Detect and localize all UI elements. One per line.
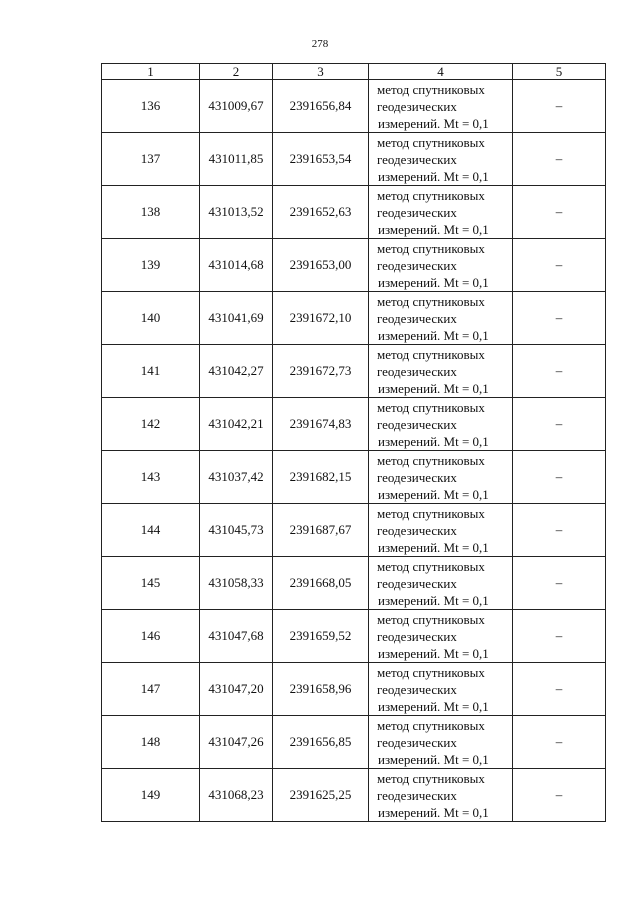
point-number-cell: 143: [102, 451, 200, 504]
method-line: метод спутниковых: [377, 81, 485, 97]
x-coordinate-cell: 431047,26: [200, 716, 273, 769]
method-line: геодезических: [377, 310, 457, 326]
column-5-cell: –: [513, 716, 606, 769]
x-coordinate-cell: 431037,42: [200, 451, 273, 504]
method-line: измерений. Mt = 0,1: [378, 221, 489, 237]
table-row: [102, 610, 606, 663]
method-cell: [369, 345, 513, 398]
method-line: метод спутниковых: [377, 611, 485, 627]
table-row: [102, 80, 606, 133]
table-row: [102, 239, 606, 292]
y-coordinate-cell: 2391672,73: [273, 345, 369, 398]
method-line: метод спутниковых: [377, 187, 485, 203]
method-line: метод спутниковых: [377, 240, 485, 256]
table-row: [102, 133, 606, 186]
header-cell-3: 3: [273, 64, 369, 80]
method-line: метод спутниковых: [377, 452, 485, 468]
y-coordinate-cell: 2391682,15: [273, 451, 369, 504]
method-line: метод спутниковых: [377, 558, 485, 574]
column-5-cell: –: [513, 292, 606, 345]
method-line: метод спутниковых: [377, 770, 485, 786]
method-line: измерений. Mt = 0,1: [378, 486, 489, 502]
method-cell: [369, 504, 513, 557]
x-coordinate-cell: 431041,69: [200, 292, 273, 345]
point-number-cell: 147: [102, 663, 200, 716]
method-line: метод спутниковых: [377, 293, 485, 309]
method-cell: [369, 451, 513, 504]
table-row: [102, 504, 606, 557]
x-coordinate-cell: 431014,68: [200, 239, 273, 292]
method-line: измерений. Mt = 0,1: [378, 433, 489, 449]
method-line: метод спутниковых: [377, 399, 485, 415]
x-coordinate-cell: 431009,67: [200, 80, 273, 133]
method-line: измерений. Mt = 0,1: [378, 380, 489, 396]
method-cell: [369, 769, 513, 822]
method-line: измерений. Mt = 0,1: [378, 645, 489, 661]
x-coordinate-cell: 431042,21: [200, 398, 273, 451]
column-5-cell: –: [513, 186, 606, 239]
method-line: метод спутниковых: [377, 505, 485, 521]
method-line: измерений. Mt = 0,1: [378, 327, 489, 343]
method-cell: [369, 610, 513, 663]
point-number-cell: 138: [102, 186, 200, 239]
table-body: [102, 64, 606, 822]
point-number-cell: 141: [102, 345, 200, 398]
y-coordinate-cell: 2391652,63: [273, 186, 369, 239]
y-coordinate-cell: 2391656,84: [273, 80, 369, 133]
method-line: геодезических: [377, 151, 457, 167]
method-cell: [369, 186, 513, 239]
header-cell-5: 5: [513, 64, 606, 80]
table-row: [102, 769, 606, 822]
table-row: [102, 292, 606, 345]
table-row: [102, 398, 606, 451]
point-number-cell: 136: [102, 80, 200, 133]
coordinates-table: [101, 63, 606, 822]
column-5-cell: –: [513, 398, 606, 451]
method-line: измерений. Mt = 0,1: [378, 751, 489, 767]
method-line: геодезических: [377, 734, 457, 750]
method-line: измерений. Mt = 0,1: [378, 804, 489, 820]
method-line: геодезических: [377, 257, 457, 273]
x-coordinate-cell: 431068,23: [200, 769, 273, 822]
point-number-cell: 148: [102, 716, 200, 769]
table-row: [102, 716, 606, 769]
method-line: метод спутниковых: [377, 664, 485, 680]
y-coordinate-cell: 2391672,10: [273, 292, 369, 345]
method-line: геодезических: [377, 522, 457, 538]
method-line: измерений. Mt = 0,1: [378, 168, 489, 184]
method-line: измерений. Mt = 0,1: [378, 274, 489, 290]
page-number: 278: [311, 38, 329, 50]
method-line: геодезических: [377, 363, 457, 379]
point-number-cell: 142: [102, 398, 200, 451]
x-coordinate-cell: 431042,27: [200, 345, 273, 398]
header-cell-4: 4: [369, 64, 513, 80]
x-coordinate-cell: 431011,85: [200, 133, 273, 186]
column-5-cell: –: [513, 133, 606, 186]
table-row: [102, 663, 606, 716]
y-coordinate-cell: 2391674,83: [273, 398, 369, 451]
table-row: [102, 451, 606, 504]
table-row: [102, 345, 606, 398]
column-5-cell: –: [513, 345, 606, 398]
point-number-cell: 144: [102, 504, 200, 557]
header-cell-1: 1: [102, 64, 200, 80]
column-5-cell: –: [513, 663, 606, 716]
method-cell: [369, 239, 513, 292]
method-line: метод спутниковых: [377, 134, 485, 150]
x-coordinate-cell: 431047,68: [200, 610, 273, 663]
x-coordinate-cell: 431013,52: [200, 186, 273, 239]
column-5-cell: –: [513, 504, 606, 557]
method-line: геодезических: [377, 628, 457, 644]
y-coordinate-cell: 2391625,25: [273, 769, 369, 822]
method-line: измерений. Mt = 0,1: [378, 592, 489, 608]
method-line: геодезических: [377, 681, 457, 697]
x-coordinate-cell: 431045,73: [200, 504, 273, 557]
y-coordinate-cell: 2391658,96: [273, 663, 369, 716]
table-header-row: [102, 64, 606, 80]
method-line: геодезических: [377, 204, 457, 220]
y-coordinate-cell: 2391653,54: [273, 133, 369, 186]
method-line: геодезических: [377, 787, 457, 803]
method-line: геодезических: [377, 98, 457, 114]
column-5-cell: –: [513, 769, 606, 822]
method-line: метод спутниковых: [377, 717, 485, 733]
point-number-cell: 139: [102, 239, 200, 292]
column-5-cell: –: [513, 239, 606, 292]
column-5-cell: –: [513, 557, 606, 610]
method-cell: [369, 716, 513, 769]
table-row: [102, 557, 606, 610]
point-number-cell: 146: [102, 610, 200, 663]
y-coordinate-cell: 2391687,67: [273, 504, 369, 557]
method-cell: [369, 398, 513, 451]
x-coordinate-cell: 431047,20: [200, 663, 273, 716]
method-line: измерений. Mt = 0,1: [378, 115, 489, 131]
y-coordinate-cell: 2391656,85: [273, 716, 369, 769]
column-5-cell: –: [513, 451, 606, 504]
column-5-cell: –: [513, 80, 606, 133]
y-coordinate-cell: 2391659,52: [273, 610, 369, 663]
method-line: геодезических: [377, 416, 457, 432]
method-line: геодезических: [377, 469, 457, 485]
point-number-cell: 140: [102, 292, 200, 345]
method-line: геодезических: [377, 575, 457, 591]
method-cell: [369, 663, 513, 716]
method-line: метод спутниковых: [377, 346, 485, 362]
y-coordinate-cell: 2391653,00: [273, 239, 369, 292]
method-cell: [369, 557, 513, 610]
x-coordinate-cell: 431058,33: [200, 557, 273, 610]
column-5-cell: –: [513, 610, 606, 663]
method-cell: [369, 80, 513, 133]
point-number-cell: 137: [102, 133, 200, 186]
point-number-cell: 145: [102, 557, 200, 610]
method-line: измерений. Mt = 0,1: [378, 698, 489, 714]
method-cell: [369, 292, 513, 345]
point-number-cell: 149: [102, 769, 200, 822]
method-cell: [369, 133, 513, 186]
method-line: измерений. Mt = 0,1: [378, 539, 489, 555]
header-cell-2: 2: [200, 64, 273, 80]
y-coordinate-cell: 2391668,05: [273, 557, 369, 610]
table-row: [102, 186, 606, 239]
